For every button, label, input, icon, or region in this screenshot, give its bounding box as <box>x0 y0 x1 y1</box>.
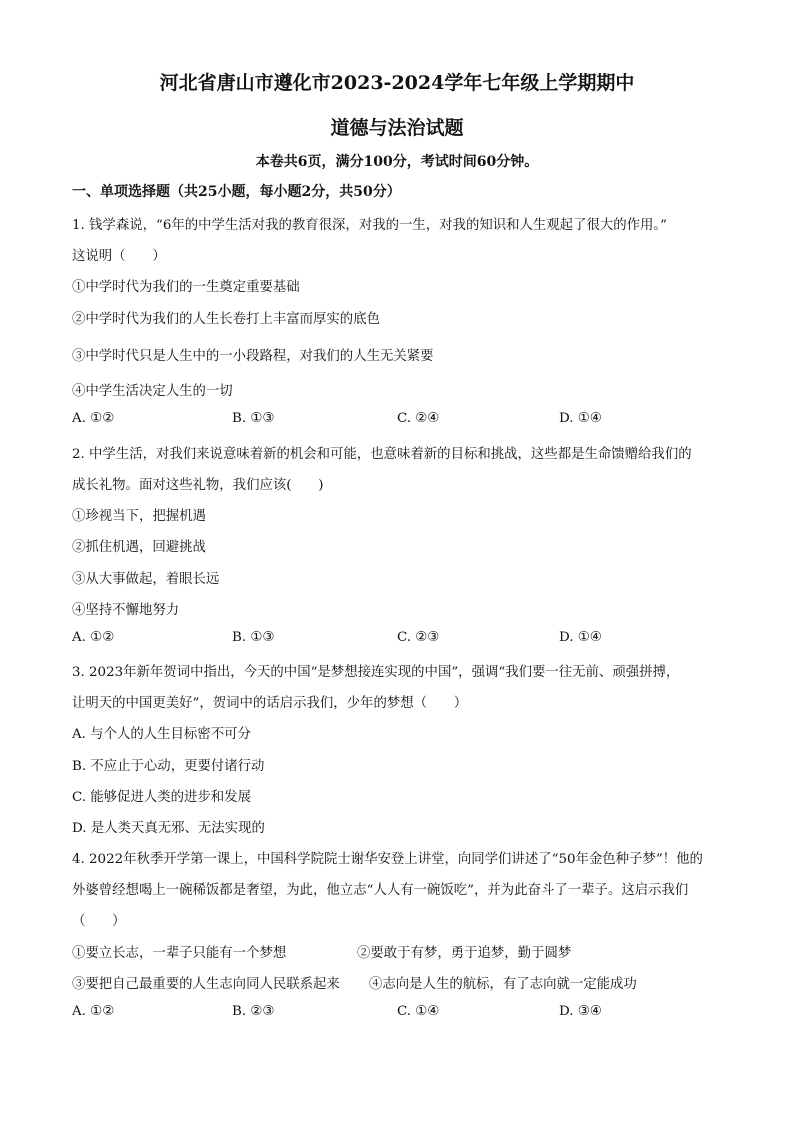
question-2-item: ①珍视当下，把握机遇 <box>72 509 206 524</box>
question-2-stem: 2. 中学生活，对我们来说意味着新的机会和可能，也意味着新的目标和挑战，这些都是生命馈赠给我们的 <box>72 447 692 462</box>
question-2-item: ④坚持不懈地努力 <box>72 603 180 618</box>
option-b[interactable]: B. ①③ <box>232 630 275 645</box>
question-1-item: ③中学时代只是人生中的一小段路程，对我们的人生无关紧要 <box>72 349 434 364</box>
option-a[interactable]: A. ①② <box>72 630 115 645</box>
question-1-item: ①中学时代为我们的一生奠定重要基础 <box>72 280 300 295</box>
question-4-item: ②要敢于有梦，勇于追梦，勤于圆梦 <box>357 946 572 961</box>
question-3-stem-cont: 让明天的中国更美好”，贺词中的话启示我们，少年的梦想（ ） <box>72 696 468 711</box>
question-4-item: ③要把自己最重要的人生志向同人民联系起来 <box>72 977 340 992</box>
option-b[interactable]: B. ②③ <box>232 1004 275 1019</box>
question-2-item: ②抓住机遇，回避挑战 <box>72 540 206 555</box>
question-2-stem-cont: 成长礼物。面对这些礼物，我们应该( ) <box>72 478 324 493</box>
question-4-stem-cont: （ ） <box>72 914 126 929</box>
option-a[interactable]: A. ①② <box>72 411 115 426</box>
question-1-stem: 1. 钱学森说，“6年的中学生活对我的教育很深，对我的一生，对我的知识和人生观起了很大的作用。” <box>72 218 667 233</box>
question-4-stem: 4. 2022年秋季开学第一课上，中国科学院院士谢华安登上讲堂，向同学们讲述了“50年金色种子梦”！他的 <box>72 852 703 867</box>
exam-subject-title: 道德与法治试题 <box>330 117 464 139</box>
question-4-stem-cont: 外婆曾经想喝上一碗稀饭都是奢望，为此，他立志“人人有一碗饭吃”，并为此奋斗了一辈子。这启示我们 <box>72 883 689 898</box>
question-4-options <box>72 1004 732 1024</box>
option-c[interactable]: C. ①④ <box>397 1004 440 1019</box>
option-d[interactable]: D. ①④ <box>559 411 602 426</box>
option-b[interactable]: B. ①③ <box>232 411 275 426</box>
question-2-options <box>72 630 732 650</box>
question-1-stem-cont: 这说明（ ） <box>72 249 166 264</box>
question-1-options <box>72 411 732 431</box>
question-3-choice-c[interactable]: C. 能够促进人类的进步和发展 <box>72 790 251 805</box>
question-3-choice-b[interactable]: B. 不应止于心动，更要付诸行动 <box>72 759 265 774</box>
exam-title: 河北省唐山市遵化市2023-2024学年七年级上学期期中 <box>159 72 635 94</box>
option-c[interactable]: C. ②③ <box>397 630 440 645</box>
option-d[interactable]: D. ③④ <box>559 1004 602 1019</box>
question-3-choice-d[interactable]: D. 是人类天真无邪、无法实现的 <box>72 821 265 836</box>
question-4-item: ④志向是人生的航标，有了志向就一定能成功 <box>369 977 637 992</box>
question-3-choice-a[interactable]: A. 与个人的人生目标密不可分 <box>72 727 251 742</box>
question-3-stem: 3. 2023年新年贺词中指出，今天的中国“是梦想接连实现的中国”，强调“我们要一往无前、顽强拼搏， <box>72 665 680 680</box>
option-a[interactable]: A. ①② <box>72 1004 115 1019</box>
question-1-item: ②中学时代为我们的人生长卷打上丰富而厚实的底色 <box>72 312 380 327</box>
question-4-item: ①要立长志，一辈子只能有一个梦想 <box>72 946 287 961</box>
section-heading: 一、单项选择题（共25小题，每小题2分，共50分） <box>72 184 401 200</box>
option-d[interactable]: D. ①④ <box>559 630 602 645</box>
question-1-item: ④中学生活决定人生的一切 <box>72 384 233 399</box>
question-2-item: ③从大事做起，着眼长远 <box>72 572 220 587</box>
option-c[interactable]: C. ②④ <box>397 411 440 426</box>
exam-info: 本卷共6页，满分100分，考试时间60分钟。 <box>255 154 539 170</box>
